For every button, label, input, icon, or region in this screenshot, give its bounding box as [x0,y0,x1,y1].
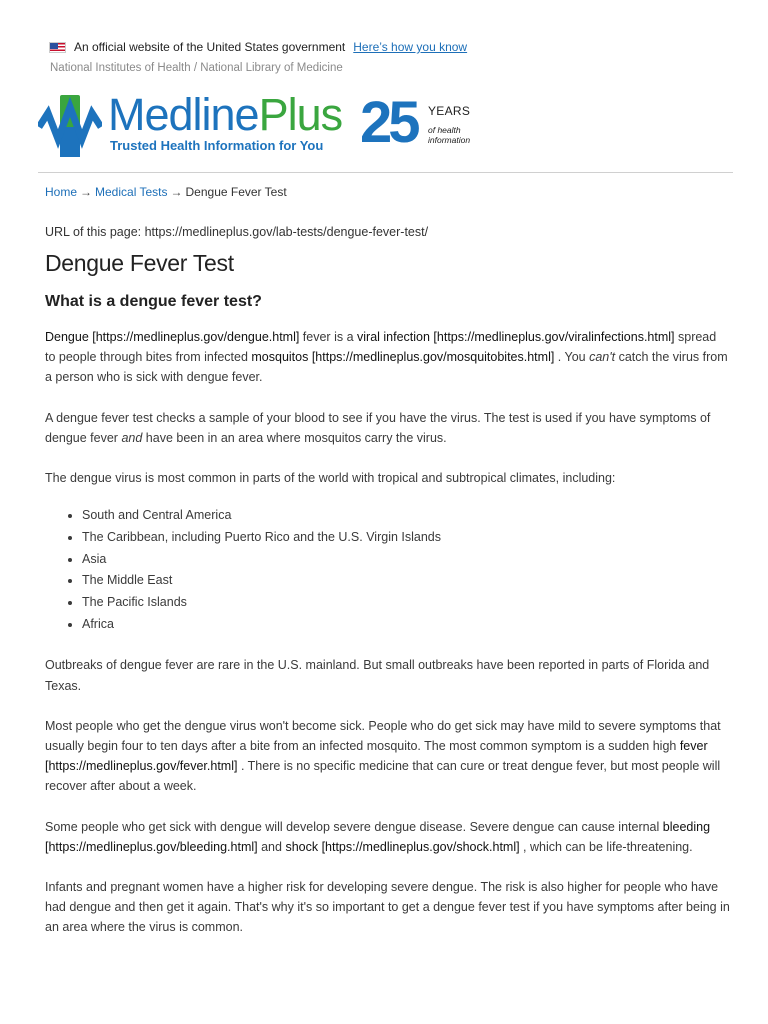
page-title: Dengue Fever Test [45,250,234,276]
article-body [45,327,730,958]
dengue-link[interactable]: Dengue [https://medlineplus.gov/dengue.html] [45,330,300,344]
breadcrumb-medical-tests-link[interactable]: Medical Tests [95,185,168,199]
breadcrumb: Home → Medical Tests → Dengue Fever Test [45,185,287,199]
breadcrumb-current: Dengue Fever Test [185,185,287,199]
logo-tagline: Trusted Health Information for You [110,138,324,153]
list-item: • Africa [82,614,730,636]
medlineplus-logo[interactable] [38,89,478,161]
paragraph-test-purpose: A dengue fever test checks a sample of your blood to see if you have the virus. The test is used if you have symptoms of dengue fever and have been in an area where mosquitos carry the virus. [45,410,711,445]
list-item: • South and Central America [82,505,730,527]
mosquitos-link[interactable]: mosquitos [https://medlineplus.gov/mosquitobites.html] [251,350,555,365]
logo-wordmark: MedlinePlus [108,89,343,140]
anniversary-number: 25 [360,90,417,155]
paragraph-symptoms: Most people who get the dengue virus won't become sick. People who do get sick may have mild to severe symptoms that usually begin four to ten days after a bite from an infected mosquito. The most common symptom is a sudden high fever [https://medlineplus.gov/fever.html] . There is no specific medicine that can cure or treat dengue fever, but most people will recover after about a week. [45,718,721,794]
list-item: • The Middle East [82,570,730,592]
header-divider [38,172,733,173]
list-item: • Asia [82,549,730,571]
paragraph-outbreaks: Outbreaks of dengue fever are rare in the U.S. mainland. But small outbreaks have been reported in parts of Florida and Texas. [45,658,710,693]
list-item: • The Caribbean, including Puerto Rico and the U.S. Virgin Islands [82,527,730,549]
section-title: What is a dengue fever test? [45,293,262,310]
medlineplus-logo-icon [38,93,102,159]
page-url: URL of this page: https://medlineplus.gov/lab-tests/dengue-fever-test/ [45,225,429,239]
paragraph-risk: Infants and pregnant women have a higher risk for developing severe dengue. The risk is also higher for people who have had dengue and then get it again. That's why it's so important to get a dengue fever test if you have symptoms after being in an area where the virus is common. [45,880,730,935]
paragraph-regions-intro: The dengue virus is most common in parts of the world with tropical and subtropical climates, including: [45,471,616,486]
gov-banner [49,38,467,56]
shock-link[interactable]: shock [https://medlineplus.gov/shock.html] [285,839,520,854]
list-item: • The Pacific Islands [82,592,730,614]
anniversary-subtitle: of health information [428,125,471,145]
fever-link[interactable]: fever [https://medlineplus.gov/fever.html] [45,739,708,774]
gov-banner-text: An official website of the United States government [74,40,346,54]
heres-how-you-know-link[interactable]: Here’s how you know [353,40,468,54]
us-flag-icon [49,42,66,53]
viral-infection-link[interactable]: viral infection [https://medlineplus.gov/viralinfections.html] [357,330,675,344]
paragraph-intro: Dengue [https://medlineplus.gov/dengue.html] fever is a viral infection [https://medlineplus.gov/viralinfections.html] spread to people through bites from infected mosquitos [https://medlineplus.gov/mosquitobites.html] . You can't catch the virus from a person who is sick with dengue fever. [45,330,728,385]
bleeding-link[interactable]: bleeding [https://medlineplus.gov/bleeding.html] [45,819,711,854]
regions-list [82,505,730,635]
paragraph-severe-dengue: Some people who get sick with dengue will develop severe dengue disease. Severe dengue can cause internal bleeding [https://medlineplus.gov/bleeding.html] and shock [https://medlineplus.gov/shock.html] , which can be life-threatening. [45,819,711,854]
agency-line: National Institutes of Health / National Library of Medicine [50,62,343,74]
breadcrumb-home-link[interactable]: Home [45,185,78,199]
anniversary-years: YEARS [428,104,471,118]
